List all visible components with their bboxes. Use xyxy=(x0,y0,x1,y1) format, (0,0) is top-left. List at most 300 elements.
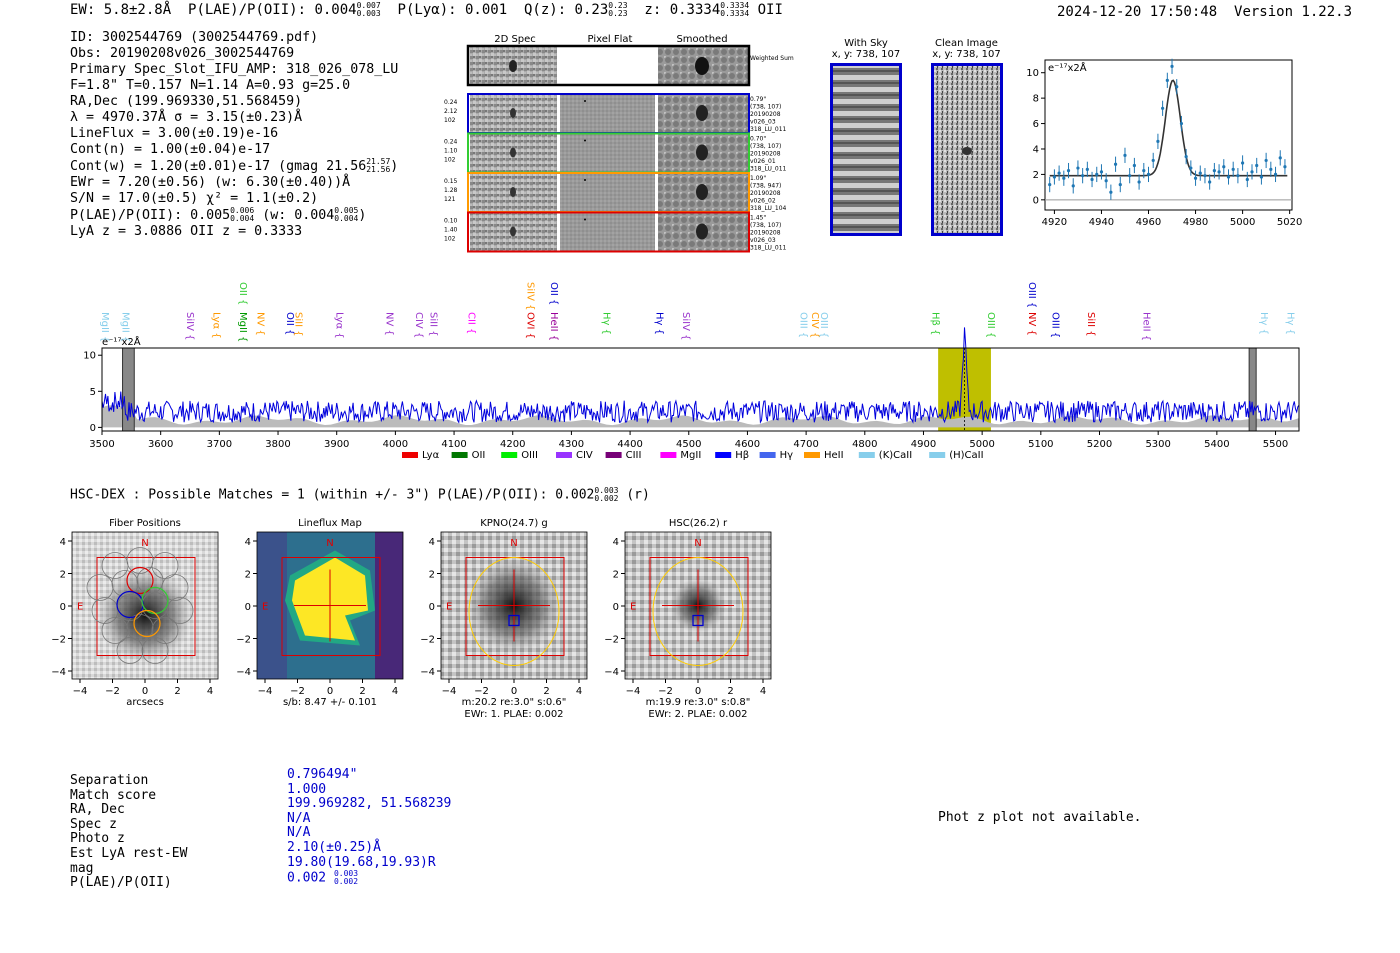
legend-swatch xyxy=(660,452,676,458)
col-title-2d: 2D Spec xyxy=(494,34,536,45)
match-value: 0.002 0.003 0.002 xyxy=(287,869,359,887)
data-point xyxy=(1227,175,1230,178)
with-sky-title: With Sky x, y: 738, 107 xyxy=(831,38,901,60)
fiber-stat: 102 xyxy=(444,156,456,164)
spec-2d-source xyxy=(510,227,516,237)
match-value: 19.80(19.68,19.93)R xyxy=(287,854,436,870)
hsc-dex-title: HSC-DEX : Possible Matches = 1 (within +/- 3") P(LAE)/P(OII): 0.002 0.003 0.002 (r) xyxy=(70,486,650,503)
legend-swatch xyxy=(606,452,622,458)
fiber-stat: 102 xyxy=(444,235,456,243)
x-tick-label: −4 xyxy=(257,686,273,697)
masked-region xyxy=(1249,348,1256,431)
lineflux-edge xyxy=(375,532,403,679)
data-point xyxy=(1137,180,1140,183)
y-tick-label: −4 xyxy=(51,667,66,678)
clean-image-title: Clean Image x, y: 738, 107 xyxy=(932,38,1001,60)
emission-line-label: CIV { xyxy=(808,312,820,339)
x-tick-label: 4700 xyxy=(793,439,819,450)
y-tick-label: 0 xyxy=(244,602,251,613)
data-point xyxy=(1194,177,1197,180)
weighted-sum-label: Weighted Sum xyxy=(750,55,794,62)
x-tick-label: −4 xyxy=(72,686,88,697)
z-range: 0.3334 0.3334 xyxy=(720,1,750,18)
summary-header xyxy=(70,2,783,18)
east-label: E xyxy=(77,601,84,613)
fiber-meta: 0.79" xyxy=(750,96,767,103)
fiber-meta: v026_02 xyxy=(750,197,776,205)
data-point xyxy=(1246,178,1249,181)
x-tick-label: 3800 xyxy=(265,439,291,450)
fiber-meta: 318_LU_104 xyxy=(750,205,787,212)
info-lambda: λ = 4970.37Å σ = 3.15(±0.23)Å xyxy=(70,110,303,125)
match-label: Spec z xyxy=(70,816,117,832)
x-tick-label: 3600 xyxy=(147,439,174,450)
info-plae: P(LAE)/P(OII): 0.005 0.006 0.004 (w: 0.004 0.005 0.004 ) xyxy=(70,206,367,223)
y-tick-label: 0 xyxy=(428,602,435,613)
data-point xyxy=(1260,175,1263,178)
match-label: Photo z xyxy=(70,831,125,847)
x-tick-label: 2 xyxy=(174,686,181,697)
flat-pixel-mark xyxy=(584,179,586,181)
info-sn: S/N = 17.0(±0.5) χ² = 1.1(±0.2) xyxy=(70,191,319,206)
legend-swatch xyxy=(402,452,418,458)
info-ewr: EWr = 7.20(±0.56) (w: 6.30(±0.40))Å xyxy=(70,175,351,190)
y-unit-label: e⁻¹⁷x2Å xyxy=(1048,63,1087,74)
match-label: Match score xyxy=(70,787,157,803)
flat-pixel-mark xyxy=(584,219,586,221)
east-label: E xyxy=(630,601,637,613)
match-label: Est LyA rest-EW xyxy=(70,846,188,861)
match-label: Separation xyxy=(70,773,149,788)
emission-line-label: Lyα { xyxy=(210,312,222,339)
legend-swatch xyxy=(929,452,945,458)
data-point xyxy=(1058,172,1061,175)
emission-line-label: NV { xyxy=(1026,312,1038,336)
y-tick-label: 2 xyxy=(612,569,619,581)
imaging-cutouts xyxy=(40,512,800,724)
y-unit-label: e⁻¹⁷x2Å xyxy=(102,337,141,348)
data-point xyxy=(1123,154,1126,157)
y-tick-label: 2 xyxy=(244,569,251,581)
fiber-meta: (738, 107) xyxy=(750,103,782,111)
legend-swatch xyxy=(859,452,875,458)
emission-line-label: SiIV { xyxy=(679,312,691,341)
legend-label: CIV xyxy=(576,450,593,461)
data-point xyxy=(1076,166,1079,169)
data-point xyxy=(1232,168,1235,171)
data-point xyxy=(1166,79,1169,82)
x-tick-label: −2 xyxy=(290,686,305,697)
emission-line-label: NV { xyxy=(254,312,266,336)
x-tick-label: 4 xyxy=(391,686,399,697)
pixel-flat-cell xyxy=(560,135,655,172)
data-point xyxy=(1250,170,1253,173)
with-sky-image xyxy=(830,63,902,236)
col-title-flat: Pixel Flat xyxy=(587,34,633,45)
y-tick-label: 10 xyxy=(1026,68,1039,80)
x-tick-label: 4500 xyxy=(676,439,702,450)
data-point xyxy=(1119,183,1122,186)
emission-line-label: Hγ { xyxy=(653,312,665,335)
emission-line-label: OIII { xyxy=(1049,312,1061,339)
spec-2d-source xyxy=(510,148,516,158)
legend-label: Lyα xyxy=(422,450,440,461)
x-tick-label: 5200 xyxy=(1086,439,1113,450)
data-point xyxy=(1241,161,1244,164)
data-point xyxy=(1236,174,1239,177)
x-tick-label: 4 xyxy=(759,686,767,697)
qz-value: Q(z): 0.23 xyxy=(523,2,609,18)
match-label: mag xyxy=(70,860,94,876)
x-tick-label: 5000 xyxy=(969,439,995,450)
info-id: ID: 3002544769 (3002544769.pdf) xyxy=(70,30,319,45)
y-tick-label: 2 xyxy=(59,569,66,581)
clean-image xyxy=(931,63,1003,236)
full-spectrum-plot xyxy=(60,278,1350,463)
data-point xyxy=(1203,174,1206,177)
cutout-caption: s/b: 8.47 +/- 0.101 xyxy=(282,697,378,708)
emission-line-label: OII { xyxy=(283,312,295,336)
x-tick-label: 4400 xyxy=(617,439,643,450)
cutout-panel xyxy=(236,518,403,708)
data-point xyxy=(1255,164,1258,167)
fiber-meta: v026_01 xyxy=(750,158,776,165)
qz-range: 0.23 0.23 xyxy=(608,1,628,18)
ew-value: EW: 5.8±2.8Å xyxy=(70,2,172,18)
plae-range: 0.007 0.003 xyxy=(356,1,381,18)
fiber-meta: 1.45" xyxy=(750,214,767,222)
emission-line-label: CIV { xyxy=(412,312,424,339)
data-point xyxy=(1072,184,1075,187)
data-point xyxy=(1283,165,1286,168)
data-point xyxy=(1133,164,1136,167)
match-value: 1.000 xyxy=(287,781,327,797)
fiber-stat: 0.10 xyxy=(444,217,458,225)
match-label: RA, Dec xyxy=(70,802,125,818)
y-tick-label: 8 xyxy=(1032,93,1039,105)
legend-label: OII xyxy=(471,450,486,461)
fit-axes-frame xyxy=(1045,60,1292,210)
emission-line-label: MgII { xyxy=(99,312,110,343)
fiber-meta: 0.70" xyxy=(750,135,767,143)
photz-message: Phot z plot not available. xyxy=(938,810,1142,825)
data-point xyxy=(1175,85,1178,88)
y-tick-label: 10 xyxy=(83,350,96,362)
cutout-panel xyxy=(51,518,218,708)
match-value: 2.10(±0.25)Å xyxy=(287,840,381,855)
y-tick-label: 0 xyxy=(612,602,619,613)
emission-line-label: OII { xyxy=(236,282,248,306)
data-point xyxy=(1114,163,1117,166)
emission-line-label: OII { xyxy=(547,282,559,306)
emission-line-label: MgII { xyxy=(119,312,131,343)
x-tick-label: 5300 xyxy=(1145,439,1171,450)
x-tick-label: 4920 xyxy=(1041,217,1068,228)
x-tick-label: 3900 xyxy=(323,439,350,450)
fiber-row xyxy=(444,134,787,173)
fiber-row xyxy=(444,213,787,252)
fiber-meta: v026_03 xyxy=(750,118,776,126)
y-tick-label: −4 xyxy=(420,667,435,678)
match-value: N/A xyxy=(287,825,311,841)
x-tick-label: 5020 xyxy=(1276,217,1303,228)
legend-label: CIII xyxy=(625,450,642,461)
legend-label: (H)CaII xyxy=(949,450,984,461)
emission-line-label: OIII { xyxy=(817,312,829,339)
col-title-smooth: Smoothed xyxy=(676,34,728,45)
x-tick-label: −2 xyxy=(658,686,673,697)
cutout-caption: m:20.2 re:3.0" s:0.6" xyxy=(461,697,567,708)
data-point xyxy=(1048,183,1051,186)
info-obs: Obs: 20190208v026_3002544769 xyxy=(70,46,295,61)
x-tick-label: 4960 xyxy=(1135,217,1162,228)
smoothed-source xyxy=(696,184,708,200)
emission-line-label: HeII { xyxy=(1140,312,1152,342)
plae-value: P(LAE)/P(OII): 0.004 xyxy=(188,2,357,18)
data-point xyxy=(1265,159,1268,162)
plya-value: P(Lyα): 0.001 xyxy=(397,2,508,18)
legend-swatch xyxy=(804,452,820,458)
fiber-meta: 1.09" xyxy=(750,175,767,182)
fiber-meta: (738, 107) xyxy=(750,222,782,229)
data-point xyxy=(1062,177,1065,180)
y-tick-label: −2 xyxy=(236,634,251,646)
x-tick-label: 0 xyxy=(510,686,518,697)
emission-line-label: HeII { xyxy=(547,312,559,342)
y-tick-label: 4 xyxy=(244,537,251,548)
emission-line-label: Hγ { xyxy=(600,312,612,335)
fiber-stat: 1.10 xyxy=(444,147,458,155)
cutout-title: HSC(26.2) r xyxy=(668,518,728,529)
y-tick-label: 4 xyxy=(1032,144,1039,156)
x-tick-label: 4300 xyxy=(558,439,585,450)
y-tick-label: −2 xyxy=(420,634,435,646)
x-tick-label: −4 xyxy=(625,686,641,697)
x-tick-label: −4 xyxy=(441,686,457,697)
fiber-meta: (738, 947) xyxy=(750,182,782,190)
match-value: 199.969282, 51.568239 xyxy=(287,796,452,812)
y-tick-label: 0 xyxy=(1032,195,1039,207)
emission-line-label: MgII { xyxy=(236,312,248,343)
data-point xyxy=(1222,165,1225,168)
data-point xyxy=(1185,155,1188,158)
x-tick-label: 3500 xyxy=(89,439,115,450)
data-point xyxy=(1213,169,1216,172)
east-label: E xyxy=(446,601,453,613)
data-point xyxy=(1217,170,1220,173)
x-tick-label: 4200 xyxy=(500,439,526,450)
data-point xyxy=(1189,166,1192,169)
y-tick-label: −2 xyxy=(51,634,66,646)
x-tick-label: 0 xyxy=(326,686,334,697)
cutout-title: Fiber Positions xyxy=(109,518,181,529)
spec-2d-source xyxy=(510,187,516,197)
pixel-flat-cell xyxy=(560,95,655,132)
legend-swatch xyxy=(452,452,468,458)
data-point xyxy=(1199,172,1202,175)
detection-info xyxy=(70,30,398,240)
match-label: P(LAE)/P(OII) xyxy=(70,875,172,891)
emission-line-label: Lyα { xyxy=(333,312,345,339)
smoothed-source xyxy=(696,145,708,161)
fiber-meta: (738, 107) xyxy=(750,143,782,150)
spec-2d-source xyxy=(510,108,516,118)
emission-line-label: OIII { xyxy=(1026,282,1038,309)
z-line: OII xyxy=(757,2,783,18)
pixel-flat-cell xyxy=(560,214,655,251)
z-value: z: 0.3334 xyxy=(644,2,721,18)
legend-label: Hγ xyxy=(779,450,794,461)
data-point xyxy=(1161,107,1164,110)
x-tick-label: 2 xyxy=(543,686,550,697)
emission-line-label: SiII { xyxy=(292,312,304,337)
fiber-meta: 20190208 xyxy=(750,150,781,158)
fiber-stat: 0.15 xyxy=(444,178,458,185)
fiber-stat: 1.40 xyxy=(444,226,458,234)
x-tick-label: 2 xyxy=(359,686,366,697)
data-point xyxy=(1100,170,1103,173)
fiber-stat: 1.28 xyxy=(444,187,458,194)
cutout-title: Lineflux Map xyxy=(298,518,362,529)
spec-2d-grid xyxy=(440,32,794,257)
cutout-panel xyxy=(420,518,587,720)
emission-line-label: Hγ { xyxy=(1257,312,1269,335)
data-point xyxy=(1067,169,1070,172)
cutout-caption-2: EWr: 1. PLAE: 0.002 xyxy=(464,709,564,720)
legend-label: Hβ xyxy=(735,450,750,461)
fiber-meta: 20190208 xyxy=(750,111,781,118)
smoothed-source xyxy=(696,105,708,121)
weighted-sum-row xyxy=(468,46,794,85)
x-tick-label: 4980 xyxy=(1182,217,1209,228)
version-label: Version 1.22.3 xyxy=(1234,4,1353,20)
north-label: N xyxy=(141,538,149,549)
y-tick-label: −2 xyxy=(604,634,619,646)
data-point xyxy=(1086,168,1089,171)
info-lya: LyA z = 3.0886 OII z = 0.3333 xyxy=(70,224,303,239)
data-point xyxy=(1128,174,1131,177)
fiber-stat: 121 xyxy=(444,196,456,203)
y-tick-label: 4 xyxy=(59,537,66,548)
x-tick-label: 4940 xyxy=(1088,217,1115,228)
legend-swatch xyxy=(556,452,572,458)
fiber-meta: v026_03 xyxy=(750,237,776,244)
pixel-flat-cell xyxy=(560,174,655,211)
emission-line-label: NV { xyxy=(383,312,395,336)
data-point xyxy=(1105,179,1108,182)
y-tick-label: −4 xyxy=(236,667,251,678)
legend-swatch xyxy=(715,452,731,458)
data-point xyxy=(1090,178,1093,181)
data-point xyxy=(1142,169,1145,172)
x-tick-label: 5100 xyxy=(1028,439,1054,450)
data-point xyxy=(1156,140,1159,143)
y-tick-label: 0 xyxy=(59,602,66,613)
emission-line-label: OIII { xyxy=(985,312,997,339)
info-fibers: F=1.8" T=0.157 N=1.14 A=0.93 g=25.0 xyxy=(70,78,351,93)
x-tick-label: 4 xyxy=(575,686,583,697)
emission-line-label: SiIV { xyxy=(524,282,536,311)
emission-line-label: CII { xyxy=(465,312,477,335)
fiber-stat: 0.24 xyxy=(444,138,458,146)
x-tick-label: 2 xyxy=(727,686,734,697)
legend-label: HeII xyxy=(824,450,844,461)
emission-line-label: Hγ { xyxy=(1284,312,1296,335)
legend-swatch xyxy=(760,452,776,458)
data-point xyxy=(1208,180,1211,183)
info-primary: Primary Spec_Slot_IFU_AMP: 318_026_078_LU xyxy=(70,62,399,77)
north-label: N xyxy=(326,538,334,549)
data-point xyxy=(1081,174,1084,177)
emission-line-label: OIII { xyxy=(797,312,809,339)
north-label: N xyxy=(510,538,518,549)
fiber-stat: 2.12 xyxy=(444,108,458,115)
info-radec: RA,Dec (199.969330,51.568459) xyxy=(70,94,303,109)
x-tick-label: 5000 xyxy=(1229,217,1256,228)
fiber-meta: 318_LU_011 xyxy=(750,126,787,133)
data-point xyxy=(1269,168,1272,171)
fiber-rows xyxy=(444,94,787,252)
legend-swatch xyxy=(501,452,517,458)
fiber-row xyxy=(444,94,787,133)
info-lineflux: LineFlux = 3.00(±0.19)e-16 xyxy=(70,126,279,141)
match-value: 0.796494" xyxy=(287,767,358,782)
y-tick-label: 0 xyxy=(89,422,96,434)
x-tick-label: −2 xyxy=(105,686,120,697)
x-tick-label: 4900 xyxy=(910,439,937,450)
fiber-stat: 0.24 xyxy=(444,99,458,106)
fiber-meta: 318_LU_011 xyxy=(750,244,787,252)
x-tick-label: 4 xyxy=(206,686,214,697)
x-tick-label: 5500 xyxy=(1262,439,1289,450)
emission-line-label: Hβ { xyxy=(929,312,941,336)
y-tick-label: 2 xyxy=(428,569,435,581)
cutout-caption: arcsecs xyxy=(126,697,164,708)
x-tick-label: 5400 xyxy=(1204,439,1230,450)
x-tick-label: 4600 xyxy=(734,439,761,450)
data-point xyxy=(1152,159,1155,162)
east-label: E xyxy=(262,601,269,613)
emission-line-label: SiII { xyxy=(1084,312,1096,337)
x-tick-label: 3700 xyxy=(206,439,233,450)
cutout-title: KPNO(24.7) g xyxy=(480,518,548,529)
legend-label: OIII xyxy=(521,450,538,461)
x-tick-label: 4100 xyxy=(441,439,467,450)
data-point xyxy=(1095,173,1098,176)
x-tick-label: 0 xyxy=(141,686,149,697)
match-value: N/A xyxy=(287,810,311,826)
legend-label: MgII xyxy=(680,450,702,461)
y-tick-label: 5 xyxy=(89,386,96,398)
spectrum-axes-frame xyxy=(102,348,1299,431)
data-point xyxy=(1053,175,1056,178)
y-tick-label: −4 xyxy=(604,667,619,678)
legend-label: (K)CaII xyxy=(878,450,913,461)
data-point xyxy=(1180,122,1183,125)
fiber-meta: 318_LU_011 xyxy=(750,165,787,173)
y-tick-label: 2 xyxy=(1032,169,1039,181)
cutout-caption: m:19.9 re:3.0" s:0.8" xyxy=(645,697,751,708)
spectrum-line xyxy=(102,327,1299,422)
fiber-stat: 102 xyxy=(444,117,456,124)
x-tick-label: −2 xyxy=(474,686,489,697)
flat-pixel-mark xyxy=(584,100,586,102)
emission-line-label: SiII { xyxy=(427,312,439,337)
x-tick-label: 4000 xyxy=(382,439,409,450)
data-point xyxy=(1279,156,1282,159)
emission-line-label: OVI { xyxy=(524,312,536,340)
cutout-caption-2: EWr: 2. PLAE: 0.002 xyxy=(648,709,748,720)
